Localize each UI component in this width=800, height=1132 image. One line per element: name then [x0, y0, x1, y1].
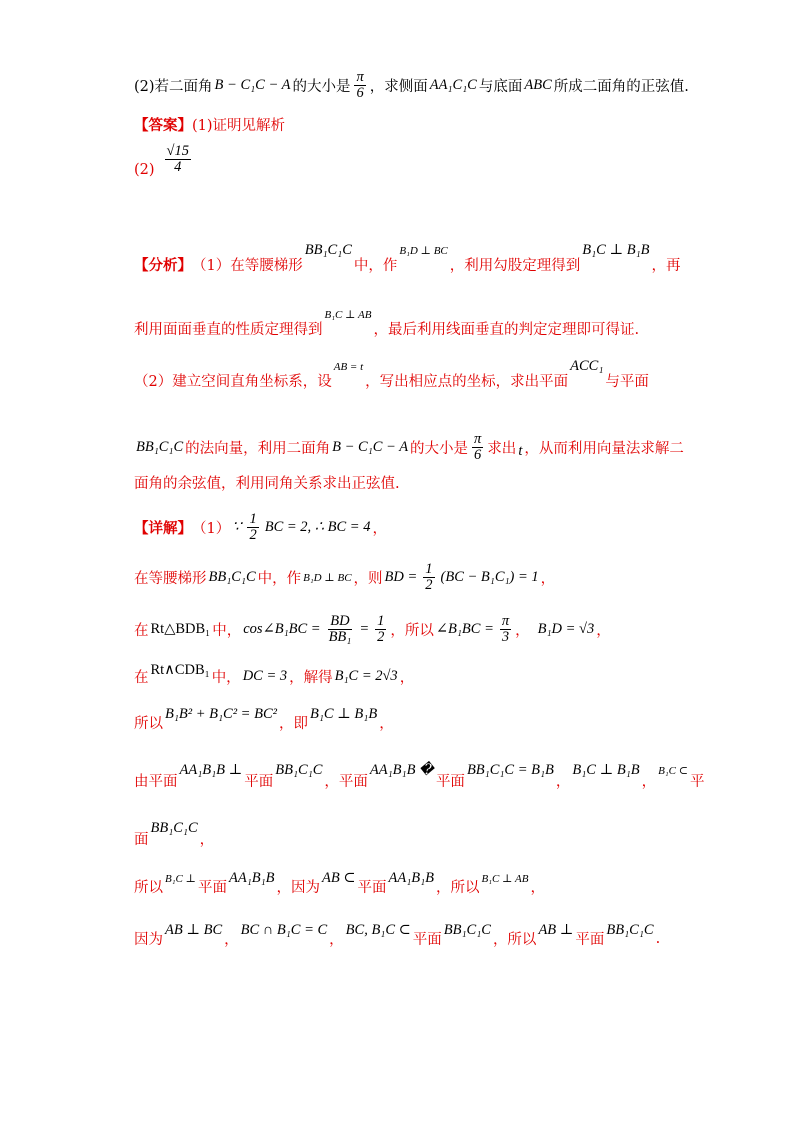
analysis-l4-m3: t	[518, 443, 523, 460]
analysis-l1-d: ，再	[651, 258, 681, 274]
detail-l9-b: ，	[224, 932, 239, 948]
detail-l4-m1: Rt∧CDB₁	[150, 662, 210, 678]
detail-l8-m5: B₁C ⊥ AB	[481, 873, 529, 885]
detail-l1-frac-den: 2	[249, 527, 257, 544]
detail-l5-a: 所以	[134, 716, 163, 732]
detail-l9-m5: AB ⊥	[538, 922, 574, 938]
detail-l7-m1: BB₁C₁C	[150, 820, 198, 836]
analysis-line-3	[134, 358, 649, 391]
q2-suffix: 所成二面角的正弦值.	[553, 79, 689, 96]
detail-l2-m3: BD =	[384, 569, 418, 586]
detail-l1-a: （1）	[192, 521, 231, 538]
detail-l2-d: ，	[540, 571, 556, 588]
answer-part1: (1)证明见解析	[192, 118, 286, 134]
detail-line-3	[134, 614, 611, 645]
analysis-l2-b: ，最后利用线面垂直的判定定理即可得证.	[373, 322, 640, 338]
detail-l1-fraction	[245, 512, 260, 543]
analysis-l3-m1: AB = t	[333, 360, 364, 373]
detail-l3-fraction-1	[325, 614, 356, 645]
analysis-l1-m1: BB₁C₁C	[304, 242, 352, 258]
detail-l6-m6: B₁C ⊂	[658, 765, 688, 777]
detail-l8-b: 平面	[197, 880, 227, 896]
detail-l8-m3: AB ⊂	[322, 870, 356, 886]
detail-l3-m5: B₁D = √3	[537, 621, 595, 638]
detail-l9-e: ，所以	[492, 932, 537, 948]
detail-l6-a: 由平面	[134, 774, 178, 790]
detail-l9-m3: BC, B₁C ⊂	[345, 922, 411, 938]
detail-l2-frac-num: 1	[425, 561, 433, 577]
q2-base-math: ABC	[524, 77, 552, 94]
detail-l8-f: ，	[530, 880, 545, 896]
q2-mid3: 与底面	[478, 79, 523, 96]
answer-line-2	[134, 143, 195, 178]
analysis-l4-frac-num: π	[474, 431, 482, 447]
detail-line-8	[134, 870, 545, 897]
detail-l3-fraction-3	[498, 614, 513, 645]
detail-l2-m4: (BC − B₁C₁) = 1	[440, 569, 539, 586]
analysis-l1-a: （1）在等腰梯形	[192, 258, 303, 274]
answer-part2-prefix: (2)	[134, 161, 155, 178]
analysis-l4-a: 的法向量，利用二面角	[185, 441, 331, 458]
analysis-l5: 面角的余弦值，利用同角关系求出正弦值.	[134, 476, 400, 492]
detail-l3-frac1-num: BD	[330, 613, 350, 629]
detail-l8-d: 平面	[357, 880, 387, 896]
detail-l6-g: 平	[689, 774, 705, 790]
analysis-l2-a: 利用面面垂直的性质定理得到	[134, 322, 323, 338]
q2-fraction	[352, 70, 367, 101]
detail-l2-m1: BB₁C₁C	[208, 569, 256, 586]
detail-l2-m2: B₁D ⊥ BC	[303, 572, 352, 585]
detail-l8-a: 所以	[134, 880, 163, 896]
detail-line-5	[134, 706, 394, 733]
q2-angle-math: B − C₁C − A	[214, 77, 291, 94]
analysis-l4-m1: BB₁C₁C	[136, 439, 184, 456]
analysis-l3-a: （2）建立空间直角坐标系，设	[134, 374, 332, 390]
detail-l3-b: 中，	[212, 623, 242, 640]
q2-mid: 的大小是	[292, 79, 351, 96]
analysis-l4-d: ，从而利用向量法求解二	[524, 441, 684, 458]
analysis-l4-b: 的大小是	[410, 441, 469, 458]
detail-l6-m5: B₁C ⊥ B₁B	[572, 762, 640, 778]
q2-face-math: AA₁C₁C	[429, 77, 477, 94]
detail-l3-e: ，	[596, 623, 611, 640]
detail-l4-d: ，	[399, 670, 415, 686]
detail-l9-m6: BB₁C₁C	[606, 922, 654, 938]
q2-frac-den: 6	[356, 85, 364, 102]
detail-l5-m1: B₁B² + B₁C² = BC²	[165, 706, 277, 722]
detail-l1-m2: BC = 2, ∴ BC = 4	[264, 519, 371, 536]
analysis-l4-frac-den: 6	[474, 447, 482, 464]
detail-l3-frac2-den: 2	[377, 629, 385, 646]
detail-l6-m4: BB₁C₁C = B₁B	[466, 762, 554, 778]
detail-l8-m4: AA₁B₁B	[388, 870, 435, 886]
detail-l4-c: ，解得	[289, 670, 333, 686]
analysis-line-5	[134, 472, 400, 493]
detail-l6-b: 平面	[244, 774, 274, 790]
analysis-label: 【分析】	[134, 257, 192, 274]
analysis-l2-m1: B₁C ⊥ AB	[324, 309, 372, 321]
detail-l4-m3: B₁C = 2√3	[334, 668, 398, 684]
detail-l3-frac1-den: BB₁	[328, 629, 352, 646]
detail-l7-b: ，	[199, 832, 215, 848]
detail-l3-frac2-num: 1	[377, 613, 385, 629]
detail-l3-m2: cos∠B₁BC =	[243, 621, 321, 638]
analysis-line-1	[134, 242, 681, 275]
analysis-l4-fraction	[470, 432, 485, 463]
detail-l7-a: 面	[134, 832, 149, 848]
detail-l9-a: 因为	[134, 932, 163, 948]
detail-l5-c: ，	[379, 716, 394, 732]
detail-l8-m2: AA₁B₁B	[228, 870, 275, 886]
detail-l5-m2: B₁C ⊥ B₁B	[309, 706, 378, 722]
detail-l4-a: 在	[134, 670, 149, 686]
detail-l6-e: ，	[555, 774, 571, 790]
detail-l3-m3: =	[359, 621, 370, 638]
detail-l6-c: ，平面	[324, 774, 368, 790]
analysis-l4-c: 求出	[487, 441, 517, 458]
detail-l5-b: ，即	[278, 716, 308, 732]
detail-l3-fraction-2	[373, 614, 388, 645]
detail-line-1	[134, 512, 387, 543]
analysis-l3-c: 与平面	[605, 374, 649, 390]
analysis-l4-m2: B − C₁C − A	[332, 439, 409, 456]
detail-l6-d: 平面	[435, 774, 465, 790]
analysis-line-4	[134, 432, 684, 463]
detail-l3-c: ，所以	[390, 623, 434, 640]
question-2-line	[134, 70, 689, 101]
detail-l2-frac-den: 2	[425, 577, 433, 594]
detail-line-4	[134, 662, 415, 687]
detail-l2-a: 在等腰梯形	[134, 571, 207, 588]
analysis-l3-m2: ACC₁	[570, 358, 604, 374]
analysis-l1-b: 中，作	[353, 258, 398, 274]
detail-l1-b: ，	[372, 521, 387, 538]
q2-frac-num: π	[356, 69, 364, 85]
answer-fraction	[163, 144, 193, 175]
analysis-line-2	[134, 309, 640, 339]
detail-l3-frac3-num: π	[501, 613, 510, 629]
analysis-l1-c: ，利用勾股定理得到	[449, 258, 581, 274]
detail-l1-frac-num: 1	[249, 511, 257, 527]
detail-l2-c: ，则	[353, 571, 383, 588]
detail-l9-m4: BB₁C₁C	[443, 922, 491, 938]
detail-l4-m2: DC = 3	[242, 668, 288, 684]
detail-l9-c: ，	[329, 932, 344, 948]
detail-l2-fraction	[421, 562, 436, 593]
detail-l9-d: 平面	[412, 932, 442, 948]
analysis-l1-m2: B₁D ⊥ BC	[399, 245, 448, 257]
detail-l3-m1: Rt△BDB₁	[150, 621, 211, 638]
detail-line-9	[134, 922, 661, 949]
answer-frac-den: 4	[174, 159, 182, 176]
detail-l6-m1: AA₁B₁B ⊥	[179, 762, 243, 778]
q2-prefix: (2)若二面角	[134, 79, 213, 96]
detail-l3-m4: ∠B₁BC =	[435, 621, 494, 638]
detail-l6-m3: AA₁B₁B �	[369, 762, 434, 778]
detail-line-6	[134, 762, 705, 791]
detail-l8-e: ，所以	[436, 880, 480, 896]
detail-l9-m1: AB ⊥ BC	[165, 922, 223, 938]
detail-line-2	[134, 562, 555, 593]
analysis-l1-m3: B₁C ⊥ B₁B	[582, 242, 650, 258]
detail-l9-g: .	[655, 930, 661, 947]
analysis-l3-b: ，写出相应点的坐标，求出平面	[365, 374, 569, 390]
detail-l3-frac3-den: 3	[501, 629, 510, 646]
detail-l9-m2: BC ∩ B₁C = C	[240, 922, 328, 938]
detail-l1-m1: ∵	[232, 519, 242, 536]
detail-l2-b: 中，作	[257, 571, 302, 588]
answer-label: 【答案】	[134, 117, 192, 134]
detail-l6-f: ，	[641, 774, 657, 790]
detail-l4-b: 中，	[211, 670, 241, 686]
answer-line-1	[134, 114, 285, 135]
detail-label: 【详解】	[134, 520, 192, 538]
detail-l9-f: 平面	[575, 932, 605, 948]
detail-l8-c: ，因为	[276, 880, 320, 896]
detail-l3-d: ，	[515, 623, 530, 640]
answer-frac-num: √15	[166, 143, 190, 159]
detail-l3-a: 在	[134, 623, 149, 640]
detail-line-7	[134, 820, 215, 849]
detail-l8-m1: B₁C ⊥	[165, 873, 196, 885]
q2-mid2: ，求侧面	[369, 79, 428, 96]
detail-l6-m2: BB₁C₁C	[275, 762, 323, 778]
